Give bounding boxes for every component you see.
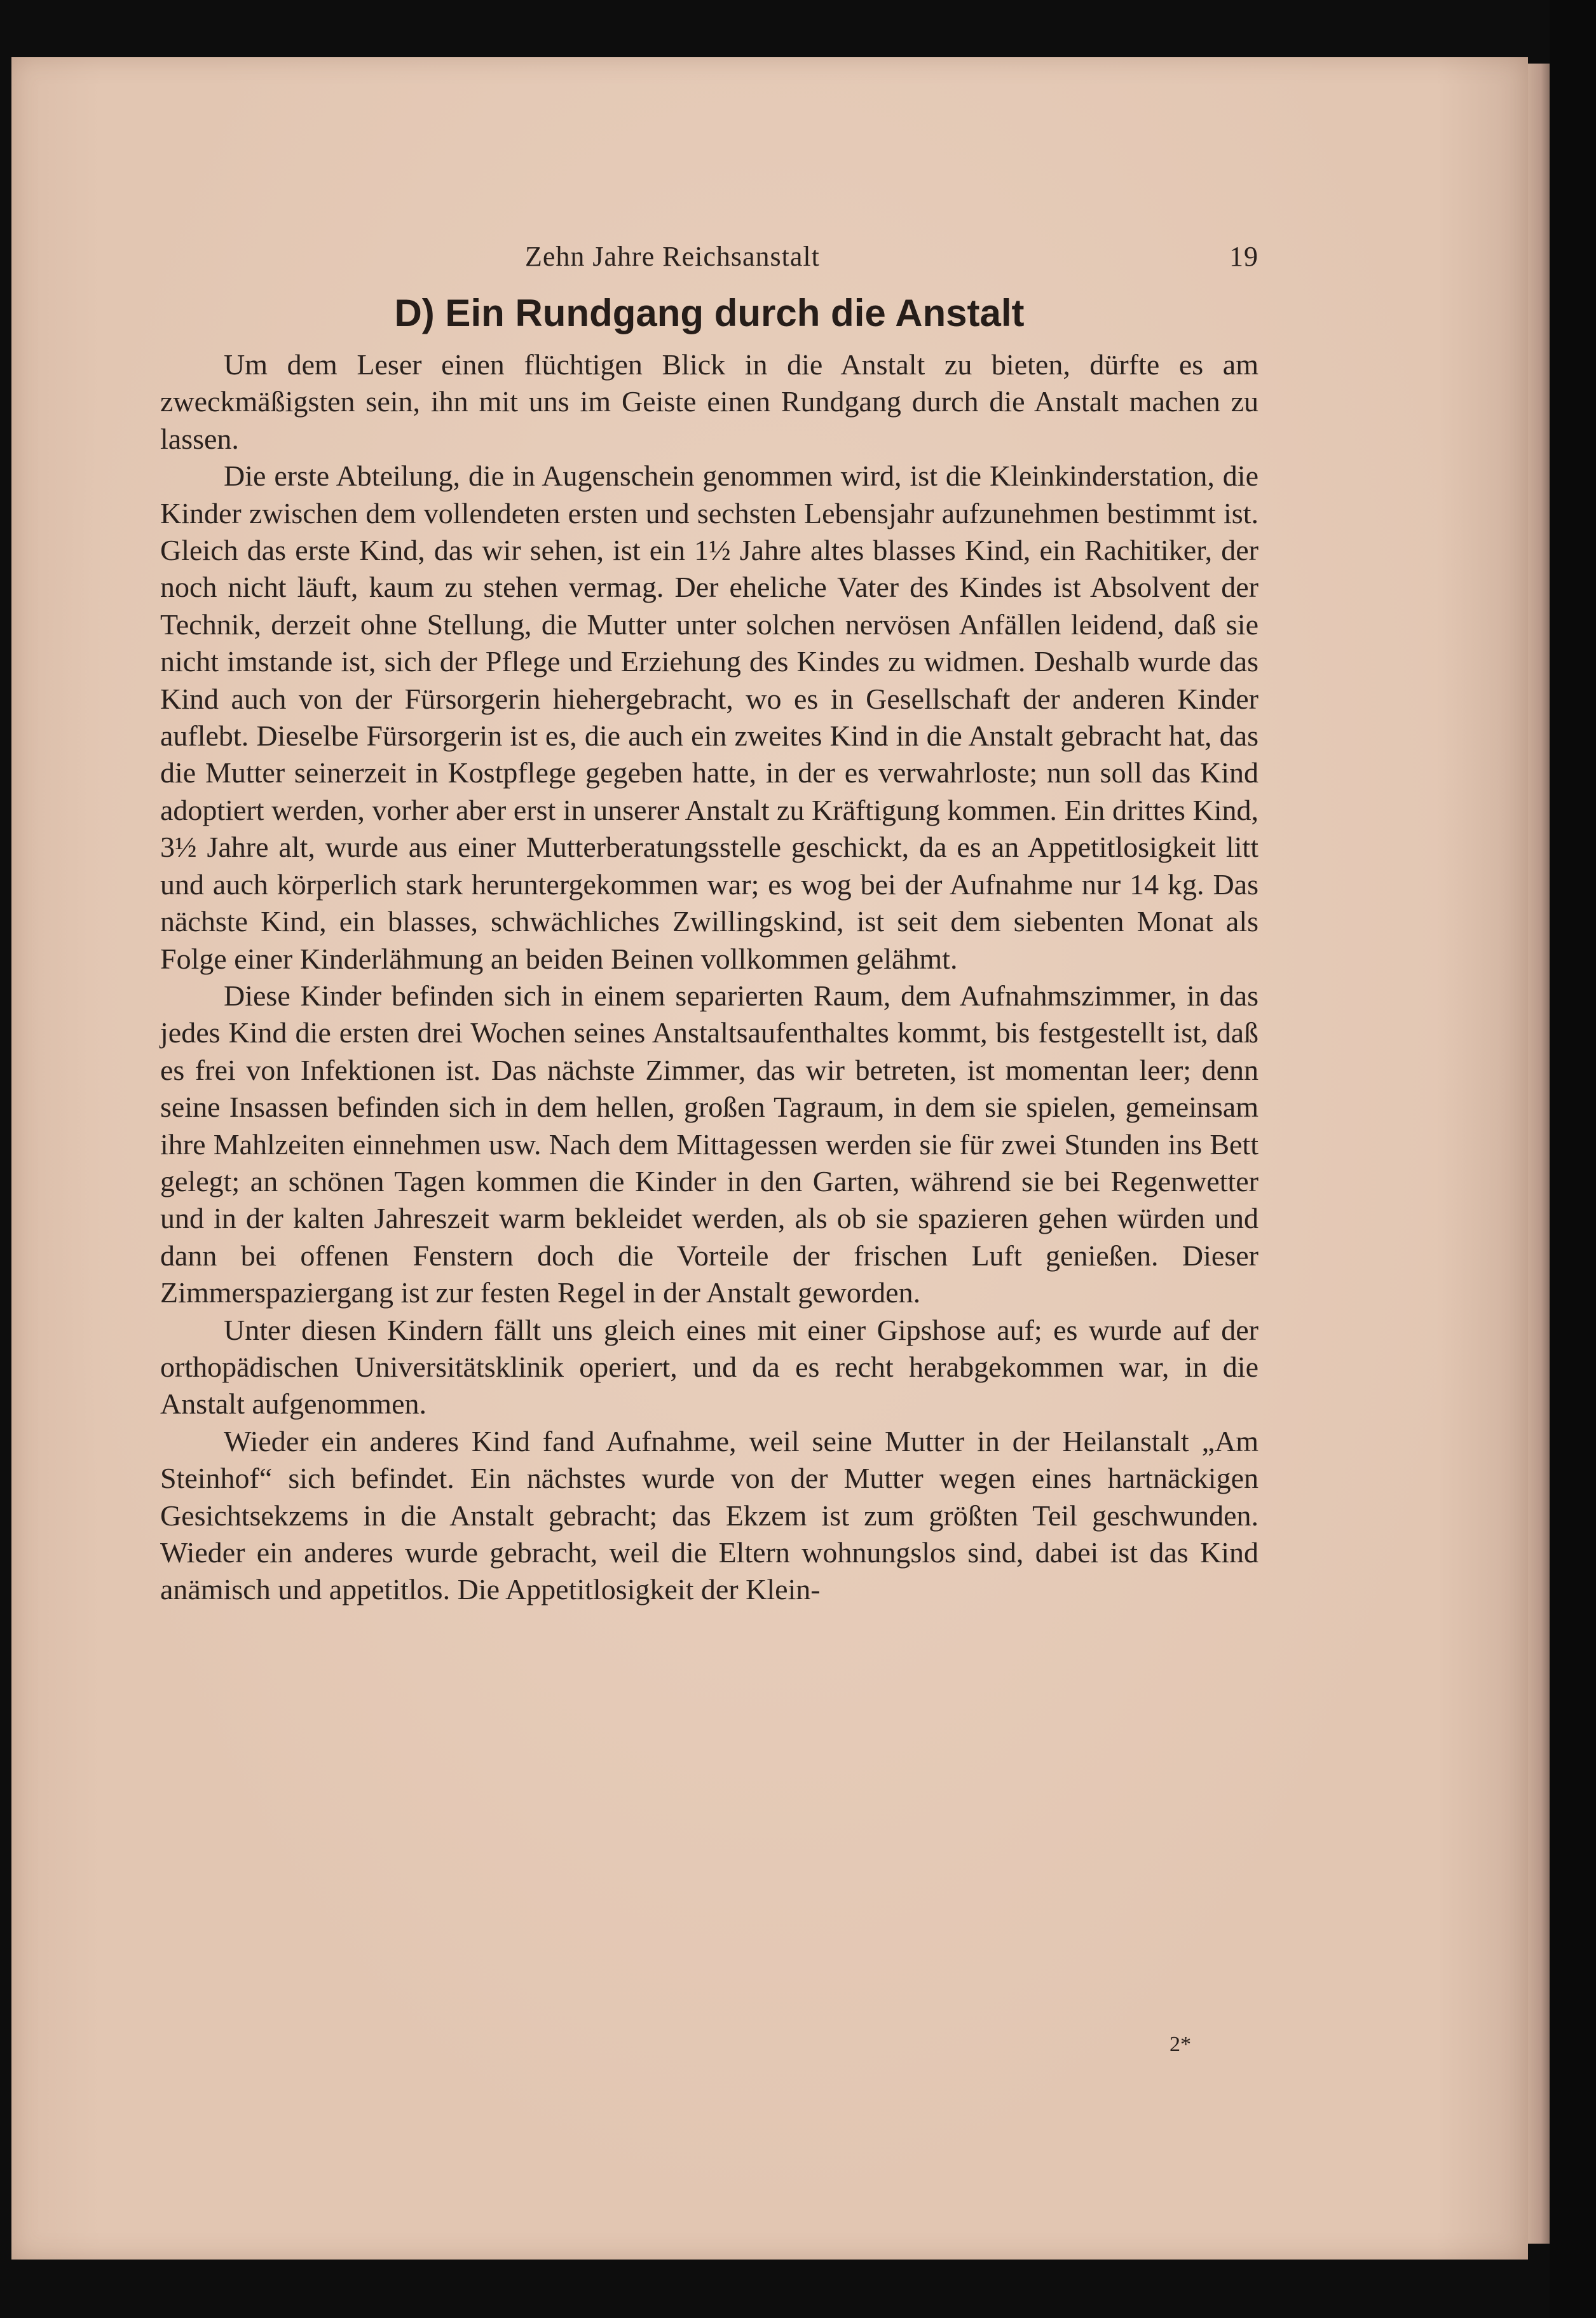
running-head <box>160 240 1258 278</box>
running-head-title: Zehn Jahre Reichsanstalt <box>525 241 820 272</box>
paragraph: Wieder ein anderes Kind fand Aufnahme, weil seine Mutter in der Heilanstalt „Am Steinhof“ sich befindet. Ein nächstes wurde von der Mutter wegen eines hartnäckigen Gesichtsekzems in die Anstalt gebracht; das Ekzem ist zum größten Teil geschwunden. Wieder ein anderes wurde gebracht, weil die Eltern wohnungslos sind, dabei ist das Kind anämisch und appetitlos. Die Appetitlosigkeit der Klein- <box>160 1424 1258 1606</box>
paragraph: Die erste Abteilung, die in Augenschein genommen wird, ist die Kleinkinderstation, die Kinder zwischen dem vollendeten ersten und sechsten Lebensjahr aufzunehmen bestimmt ist. Gleich das erste Kind, das wir sehen, ist ein 1½ Jahre altes blasses Kind, ein Rachitiker, der noch nicht läuft, kaum zu stehen vermag. Der eheliche Vater des Kindes ist Absolvent der Technik, derzeit ohne Stellung, die Mutter unter solchen nervösen Anfällen leidend, daß sie nicht imstande ist, sich der Pflege und Erziehung des Kindes zu widmen. Deshalb wurde das Kind auch von der Fürsorgerin hiehergebracht, wo es in Gesellschaft der anderen Kinder auflebt. Dieselbe Fürsorgerin ist es, die auch ein zweites Kind in die Anstalt gebracht hat, das die Mutter seinerzeit in Kostpflege gegeben hatte, in der es verwahrloste; nun soll das Kind adoptiert werden, vorher aber erst in unserer Anstalt zu Kräftigung kommen. Ein drittes Kind, 3½ Jahre alt, wurde aus einer Mutterberatungsstelle geschickt, da es an Appetitlosigkeit litt und auch körperlich stark heruntergekommen war; es wog bei der Aufnahme nur 14 kg. Das nächste Kind, ein blasses, schwächliches Zwillingskind, ist seit dem siebenten Monat als Folge einer Kinderlähmung an beiden Beinen vollkommen gelähmt. <box>160 460 1258 975</box>
paragraph: Diese Kinder befinden sich in einem separierten Raum, dem Aufnahmszimmer, in das jedes Kind die ersten drei Wochen seines Anstaltsaufenthaltes kommt, bis festgestellt ist, daß es frei von Infektionen ist. Das nächste Zimmer, das wir betreten, ist momentan leer; denn seine Insassen befinden sich in dem hellen, großen Tagraum, in dem sie spielen, gemeinsam ihre Mahlzeiten einnehmen usw. Nach dem Mittagessen werden sie für zwei Stunden ins Bett gelegt; an schönen Tagen kommen die Kinder in den Garten, während sie bei Regenwetter und in der kalten Jahreszeit warm bekleidet werden, als ob sie spazieren gehen würden und dann bei offenen Fenstern doch die Vorteile der frischen Luft genießen. Dieser Zimmerspaziergang ist zur festen Regel in der Anstalt geworden. <box>160 979 1258 1309</box>
text-block <box>160 240 1258 1609</box>
page-edge <box>1528 64 1550 2244</box>
book-gutter-shadow <box>1550 0 1596 2318</box>
paragraph: Um dem Leser einen flüchtigen Blick in die Anstalt zu bieten, dürfte es am zweckmäßigsten sein, ihn mit uns im Geiste einen Rundgang durch die Anstalt machen zu lassen. <box>160 348 1258 455</box>
signature-mark: 2* <box>1170 2033 1191 2056</box>
page-number: 19 <box>1229 241 1258 272</box>
paragraph: Unter diesen Kindern fällt uns gleich eines mit einer Gipshose auf; es wurde auf der orthopädischen Universitätsklinik operiert, und da es recht herabgekommen war, in die Anstalt aufgenommen. <box>160 1313 1258 1421</box>
section-heading: D) Ein Rundgang durch die Anstalt <box>394 292 1025 334</box>
